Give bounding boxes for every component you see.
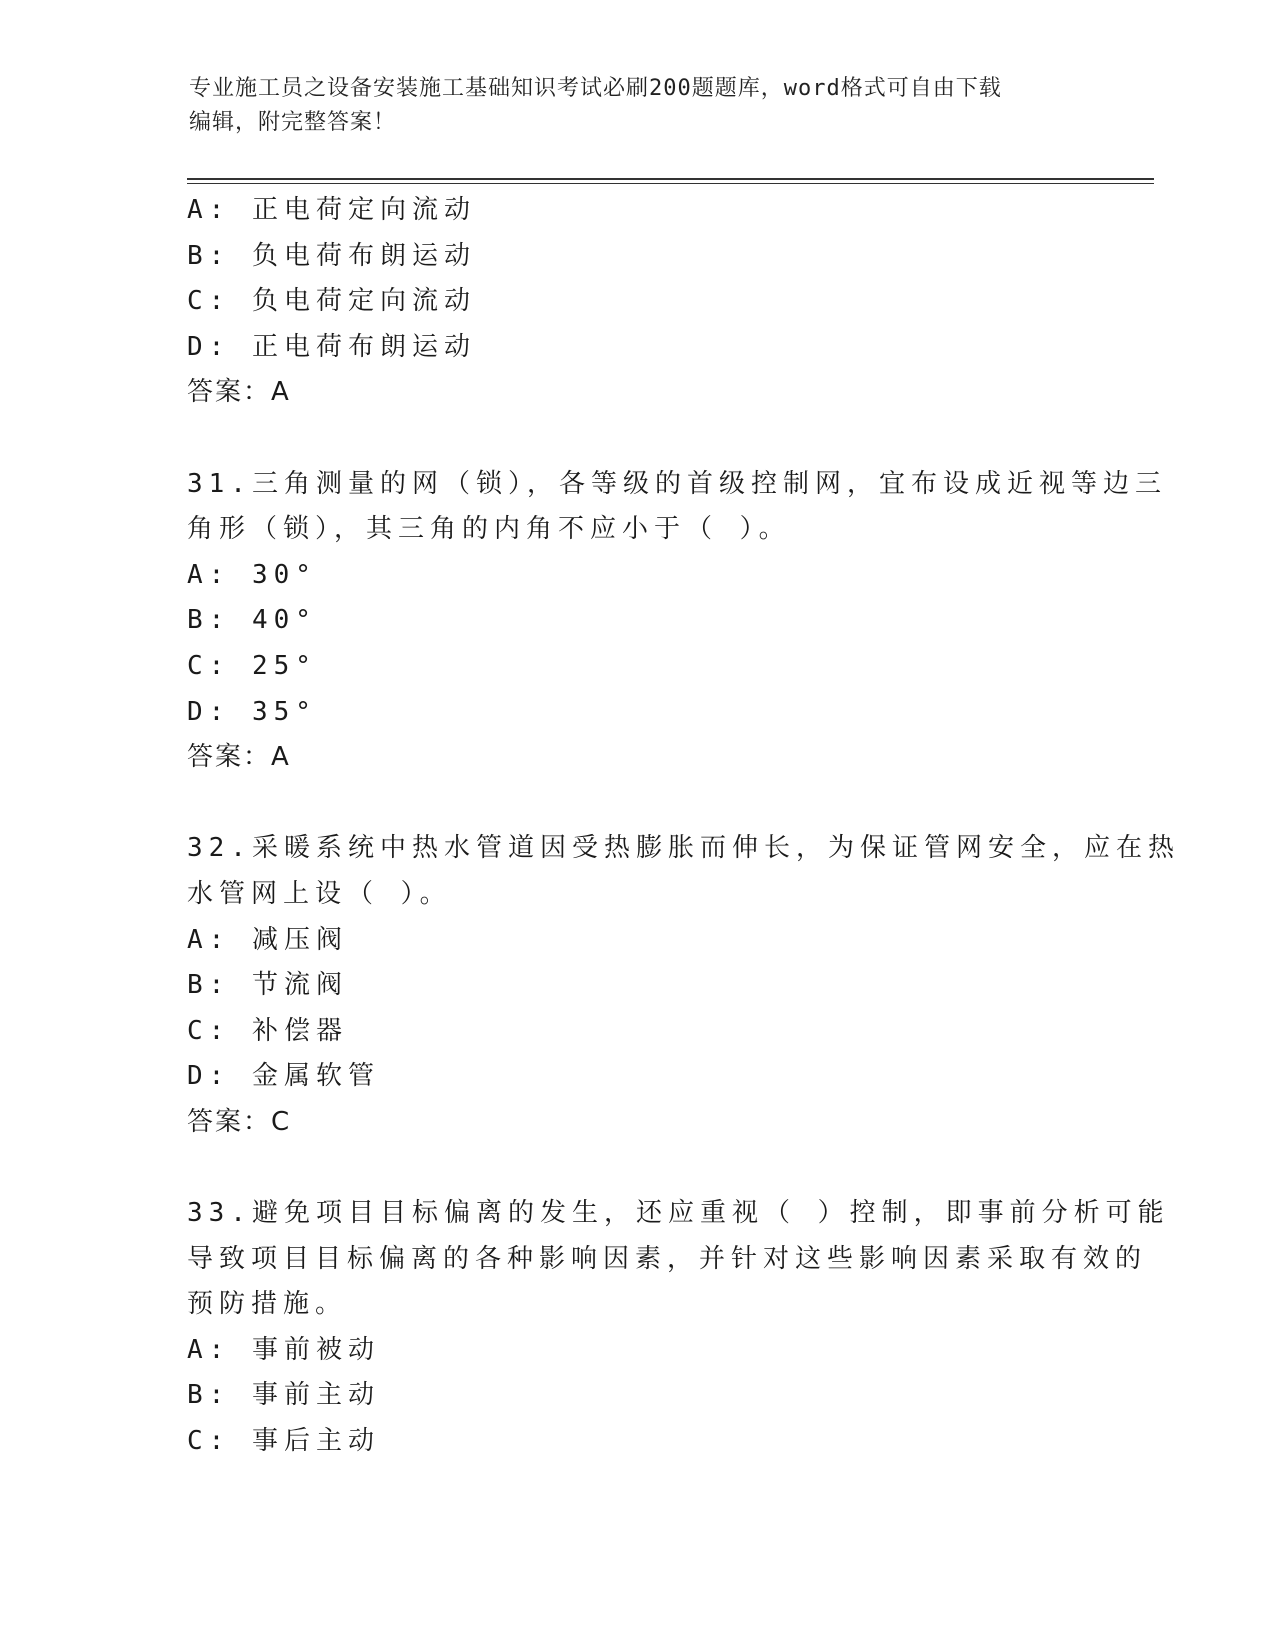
option-b: B: 40° [187, 605, 317, 636]
question-block-33 [187, 1191, 1170, 1465]
option-d: D: 正电荷布朗运动 [187, 331, 476, 362]
question-text-line: 角形（锁），其三角的内角不应小于（ ）。 [187, 514, 791, 545]
document-header [189, 72, 1069, 140]
option-b: B: 节流阀 [187, 970, 348, 1001]
option-b: B: 事前主动 [187, 1380, 380, 1411]
option-c: C: 负电荷定向流动 [187, 286, 476, 317]
question-text-line: 水管网上设（ ）。 [187, 878, 452, 909]
header-divider-thin [187, 183, 1154, 184]
question-block-31 [187, 462, 1167, 781]
question-text-line: 31.三角测量的网（锁），各等级的首级控制网，宜布设成近视等边三 [187, 468, 1167, 499]
answer-line: 答案：A [187, 742, 291, 773]
question-block-32 [187, 826, 1180, 1145]
option-d: D: 35° [187, 696, 317, 727]
header-divider-thick [187, 178, 1154, 180]
question-list [187, 188, 1180, 1465]
answer-line: 答案：A [187, 377, 291, 408]
option-a: A: 减压阀 [187, 924, 348, 955]
header-line-1: 专业施工员之设备安装施工基础知识考试必刷200题题库，word格式可自由下载 [189, 76, 1002, 101]
option-c: C: 补偿器 [187, 1015, 348, 1046]
answer-line: 答案：C [187, 1106, 292, 1137]
block-spacer [187, 781, 1087, 827]
question-block-30 [187, 188, 1087, 416]
option-d: D: 金属软管 [187, 1061, 380, 1092]
question-text-line: 导致项目目标偏离的各种影响因素，并针对这些影响因素采取有效的 [187, 1243, 1148, 1274]
block-spacer [187, 1145, 1087, 1191]
question-text-line: 32.采暖系统中热水管道因受热膨胀而伸长，为保证管网安全，应在热 [187, 833, 1180, 864]
option-c: C: 事后主动 [187, 1426, 380, 1457]
question-text-line: 预防措施。 [187, 1289, 348, 1320]
option-c: C: 25° [187, 650, 317, 681]
option-a: A: 30° [187, 559, 317, 590]
question-text-line: 33.避免项目目标偏离的发生，还应重视（ ）控制，即事前分析可能 [187, 1198, 1170, 1229]
option-a: A: 正电荷定向流动 [187, 195, 476, 225]
option-a: A: 事前被动 [187, 1334, 380, 1365]
header-line-2: 编辑，附完整答案！ [189, 110, 397, 135]
option-b: B: 负电荷布朗运动 [187, 240, 476, 271]
block-spacer [187, 416, 1087, 462]
